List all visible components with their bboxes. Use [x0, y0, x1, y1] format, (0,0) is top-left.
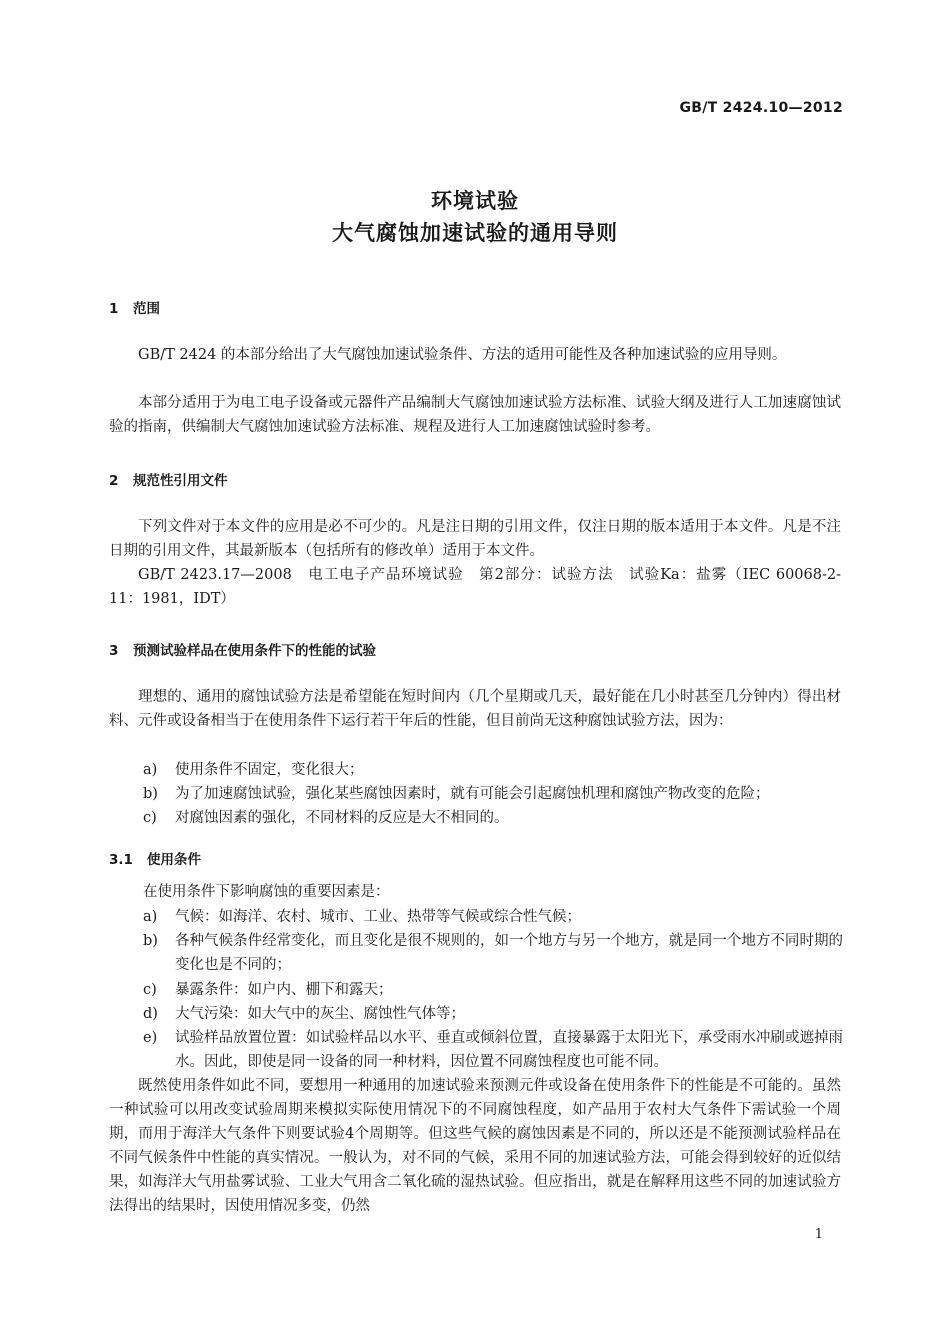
- page-number: 1: [814, 1227, 823, 1242]
- list-item-label: a): [143, 762, 158, 778]
- list-item: [143, 978, 843, 1002]
- section-3-1-closing-paragraph: 既然使用条件如此不同，要想用一种通用的加速试验来预测元件或设备在使用条件下的性能是不可能的。虽然一种试验可以用改变试验周期来模拟实际使用情况下的不同腐蚀程度，如产品用于农村大气条件下需试验一个周期，而用于海洋大气条件下则要试验4个周期等。但这些气候的腐蚀因素是不同的，所以还是不能预测试验样品在不同气候条件中性能的真实情况。一般认为，对不同的气候，采用不同的加速试验方法，可能会得到较好的近似结果，如海洋大气用盐雾试验、工业大气用含二氧化硫的湿热试验。但应指出，就是在解释用这些不同的加速试验方法得出的结果时，因使用情况多变，仍然: [109, 1078, 841, 1214]
- list-item-label: d): [143, 1006, 158, 1022]
- section-3-1-heading: [109, 848, 201, 868]
- section-1-heading: [109, 297, 160, 317]
- list-item-text: 暴露条件：如户内、棚下和露天；: [175, 982, 393, 998]
- list-item-text: 各种气候条件经常变化，而且变化是很不规则的，如一个地方与另一个地方，就是同一个地方不同时期的变化也是不同的；: [175, 933, 843, 973]
- section-3-1-title: 使用条件: [147, 852, 201, 868]
- section-3-1-intro: 在使用条件下影响腐蚀的重要因素是：: [143, 884, 390, 900]
- list-item-label: b): [143, 786, 158, 802]
- list-item-label: b): [143, 933, 158, 949]
- section-2-reference: GB/T 2423.17—2008 电工电子产品环境试验 第2部分：试验方法 试验Ka：盐雾（IEC 60068-2-11：1981，IDT）: [109, 567, 841, 607]
- list-item-label: c): [143, 810, 157, 826]
- list-item: [143, 806, 843, 830]
- list-item: [143, 758, 843, 782]
- section-3-1-number: 3.1: [109, 852, 133, 868]
- list-item-text: 气候：如海洋、农村、城市、工业、热带等气候或综合性气候；: [175, 909, 581, 925]
- section-1-paragraph-2: 本部分适用于为电工电子设备或元器件产品编制大气腐蚀加速试验方法标准、试验大纲及进行人工加速腐蚀试验的指南，供编制大气腐蚀加速试验方法标准、规程及进行人工加速腐蚀试验时参考。: [109, 395, 841, 435]
- section-2-number: 2: [109, 473, 119, 489]
- list-item: [143, 905, 843, 929]
- list-item: [143, 782, 843, 806]
- title-line-2: 大气腐蚀加速试验的通用导则: [332, 221, 618, 245]
- section-3-title: 预测试验样品在使用条件下的性能的试验: [133, 643, 376, 659]
- list-item-text: 对腐蚀因素的强化，不同材料的反应是大不相同的。: [175, 810, 509, 826]
- section-1-paragraph-1: GB/T 2424 的本部分给出了大气腐蚀加速试验条件、方法的适用可能性及各种加速试验的应用导则。: [138, 347, 787, 363]
- section-3-number: 3: [109, 643, 119, 659]
- list-item-text: 大气污染：如大气中的灰尘、腐蚀性气体等；: [175, 1006, 465, 1022]
- section-2-paragraph-1: 下列文件对于本文件的应用是必不可少的。凡是注日期的引用文件，仅注日期的版本适用于本文件。凡是不注日期的引用文件，其最新版本（包括所有的修改单）适用于本文件。: [109, 519, 841, 559]
- title-line-1: 环境试验: [431, 189, 519, 213]
- list-item-label: e): [143, 1030, 158, 1046]
- list-item-text: 为了加速腐蚀试验，强化某些腐蚀因素时，就有可能会引起腐蚀机理和腐蚀产物改变的危险；: [175, 786, 770, 802]
- standard-number: GB/T 2424.10—2012: [679, 100, 843, 116]
- list-item-label: c): [143, 982, 157, 998]
- section-3-heading: [109, 639, 376, 659]
- list-item-label: a): [143, 909, 158, 925]
- section-1-title: 范围: [133, 301, 160, 317]
- section-1-number: 1: [109, 301, 119, 317]
- list-item-text: 使用条件不固定，变化很大；: [175, 762, 364, 778]
- section-2-title: 规范性引用文件: [133, 473, 228, 489]
- list-item: [143, 1002, 843, 1026]
- section-3-paragraph-1: 理想的、通用的腐蚀试验方法是希望能在短时间内（几个星期或几天，最好能在几小时甚至几分钟内）得出材料、元件或设备相当于在使用条件下运行若干年后的性能，但目前尚无这种腐蚀试验方法，因为：: [109, 689, 841, 729]
- section-2-heading: [109, 469, 228, 489]
- list-item: [143, 929, 843, 977]
- list-item-text: 试验样品放置位置：如试验样品以水平、垂直或倾斜位置，直接暴露于太阳光下，承受雨水冲刷或遮掉雨水。因此，即使是同一设备的同一种材料，因位置不同腐蚀程度也可能不同。: [175, 1030, 843, 1070]
- list-item: [143, 1026, 843, 1074]
